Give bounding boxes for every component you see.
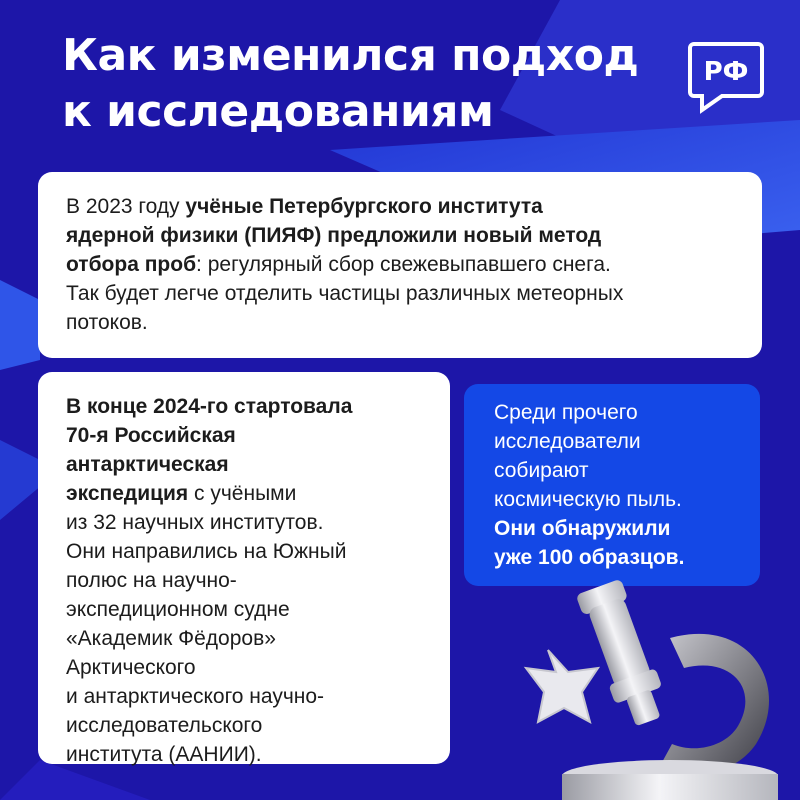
text-bold: ядерной физики (ПИЯФ) предложили новый метод <box>66 224 602 247</box>
card-blue-line-3: собирают <box>494 459 589 482</box>
card-left-bold-line-2: 70-я Российская <box>66 424 236 447</box>
card-left-line-8: экспедиционном судне <box>66 598 290 621</box>
card-left-bold-line-3: антарктическая <box>66 453 229 476</box>
card-left-line-13: института (ААНИИ). <box>66 743 262 766</box>
card-left-bold-line-1: В конце 2024-го стартовала <box>66 395 353 418</box>
text-bold: экспедиция <box>66 482 189 505</box>
title-line-2: к исследованиям <box>62 86 494 137</box>
card-top-line-1 <box>66 192 734 221</box>
card-top-line-2 <box>66 221 734 250</box>
card-blue-line-1: Среди прочего <box>494 401 638 424</box>
text-bold: отбора проб <box>66 253 197 276</box>
card-left-line-6: Они направились на Южный <box>66 540 347 563</box>
info-card-left <box>38 372 450 764</box>
card-left-line-10: Арктического <box>66 656 196 679</box>
card-left-line-5: из 32 научных институтов. <box>66 511 324 534</box>
card-blue-line-4: космическую пыль. <box>494 488 682 511</box>
card-left-line-11: и антарктического научно- <box>66 685 325 708</box>
info-card-top <box>38 172 762 358</box>
card-left-mixed-line <box>66 479 422 508</box>
card-left-line-7: полюс на научно- <box>66 569 237 592</box>
rf-speech-bubble-icon <box>688 40 764 114</box>
text-normal: : регулярный сбор свежевыпавшего снега. <box>196 253 611 276</box>
title-line-1: Как изменился подход <box>62 30 639 81</box>
microscope-icon <box>520 576 800 800</box>
card-blue-bold-line-2: уже 100 образцов. <box>494 546 685 569</box>
card-left-line-12: исследовательского <box>66 714 263 737</box>
text-bold: учёные Петербургского института <box>185 195 543 218</box>
card-top-line-5: потоков. <box>66 311 148 334</box>
info-card-blue <box>464 384 760 586</box>
card-blue-line-2: исследователи <box>494 430 641 453</box>
text-normal: В 2023 году <box>66 195 186 218</box>
page-title <box>62 28 638 140</box>
card-top-line-4: Так будет легче отделить частицы различных метеорных <box>66 282 624 305</box>
card-top-line-3 <box>66 250 734 279</box>
card-left-line-9: «Академик Фёдоров» <box>66 627 276 650</box>
logo-text: РФ <box>703 57 749 87</box>
text-normal: с учёными <box>188 482 297 505</box>
card-blue-bold-line-1: Они обнаружили <box>494 517 671 540</box>
